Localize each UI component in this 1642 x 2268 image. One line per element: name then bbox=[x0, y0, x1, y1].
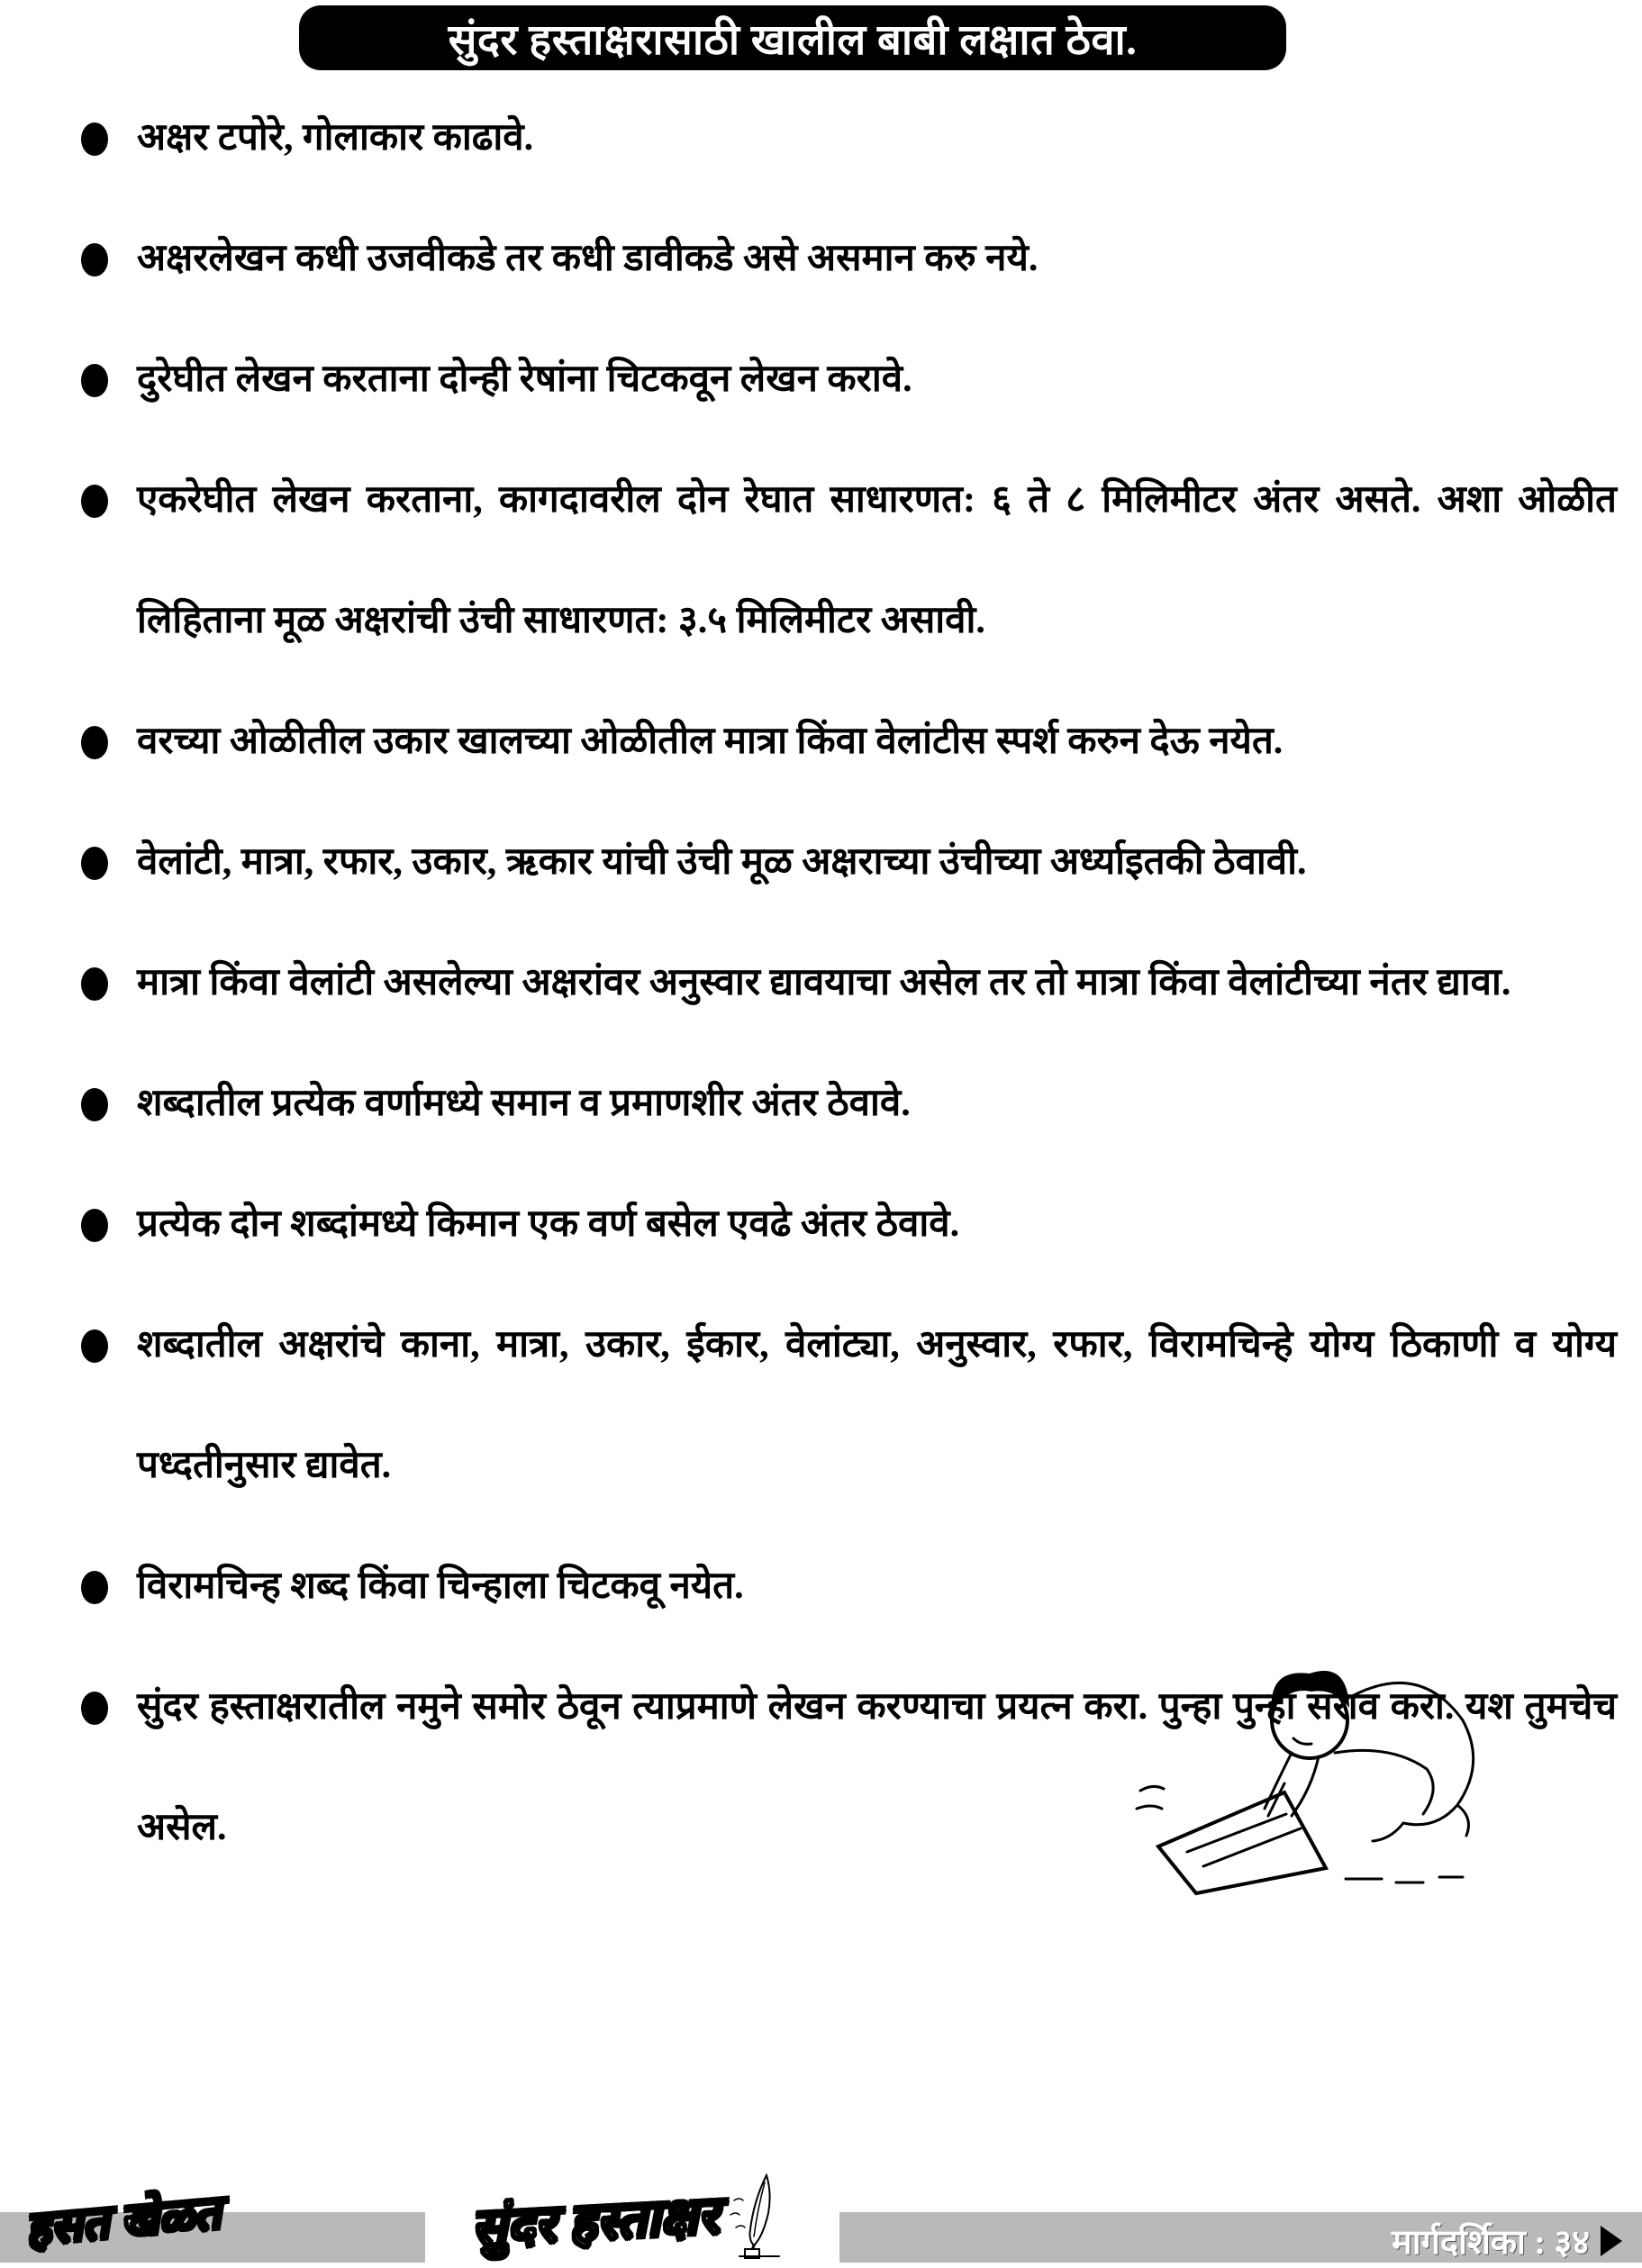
bullet-text: शब्दातील प्रत्येक वर्णामध्ये समान व प्रमाणशीर अंतर ठेवावे. bbox=[137, 1083, 911, 1124]
list-item bbox=[79, 1164, 1617, 1284]
left-logo: हसत खेळत bbox=[23, 2187, 223, 2256]
bullet-text: वरच्या ओळीतील उकार खालच्या ओळीतील मात्रा किंवा वेलांटीस स्पर्श करुन देऊ नयेत. bbox=[137, 721, 1284, 762]
list-item bbox=[79, 440, 1617, 681]
bullet-text: विरामचिन्ह शब्द किंवा चिन्हाला चिटकवू नयेत. bbox=[137, 1565, 744, 1607]
center-logo-text: सुंदर हस्ताक्षर bbox=[469, 2185, 721, 2257]
page-title: सुंदर हस्ताक्षरासाठी खालील बाबी लक्षात ठेवा. bbox=[448, 17, 1138, 64]
bullet-text: दुरेघीत लेखन करताना दोन्ही रेषांना चिटकवून लेखन करावे. bbox=[137, 358, 912, 400]
page-number-label: मार्गदर्शिका : ३४ bbox=[1391, 2224, 1590, 2262]
list-item bbox=[79, 198, 1617, 319]
bullet-icon bbox=[81, 847, 108, 880]
bullet-icon bbox=[81, 122, 108, 156]
bullet-text: वेलांटी, मात्रा, रफार, उकार, ऋकार यांची उंची मूळ अक्षराच्या उंचीच्या अर्ध्याइतकी ठेवावी. bbox=[137, 841, 1307, 883]
footer-page-indicator bbox=[1392, 2218, 1622, 2264]
quill-icon bbox=[727, 2173, 794, 2264]
next-arrow-icon bbox=[1601, 2226, 1622, 2256]
list-item bbox=[79, 1647, 1617, 1888]
bullet-icon bbox=[81, 485, 108, 518]
list-item bbox=[79, 681, 1617, 802]
list-item bbox=[79, 922, 1617, 1043]
bullet-text: सुंदर हस्ताक्षरातील नमुने समोर ठेवून त्याप्रमाणे लेखन करण्याचा प्रयत्न करा. पुन्हा पुन्हा सराव करा. यश तुमचेच असेल. bbox=[137, 1686, 1617, 1848]
bullet-icon bbox=[81, 364, 108, 397]
bullet-icon bbox=[81, 243, 108, 277]
bullet-icon bbox=[81, 1692, 108, 1725]
center-logo bbox=[425, 2169, 839, 2268]
list-item bbox=[79, 1526, 1617, 1647]
bullet-text: अक्षरलेखन कधी उजवीकडे तर कधी डावीकडे असे असमान करु नये. bbox=[137, 238, 1039, 279]
bullet-text: मात्रा किंवा वेलांटी असलेल्या अक्षरांवर अनुस्वार द्यावयाचा असेल तर तो मात्रा किंवा वेलांटीच्या नंतर द्यावा. bbox=[137, 962, 1511, 1003]
bullet-text: शब्दातील अक्षरांचे काना, मात्रा, उकार, ईकार, वेलांट्या, अनुस्वार, रफार, विरामचिन्हे योग्य ठिकाणी व योग्य पध्दतीनुसार द्यावेत. bbox=[137, 1324, 1617, 1486]
list-item bbox=[79, 77, 1617, 198]
bullet-text: प्रत्येक दोन शब्दांमध्ये किमान एक वर्ण बसेल एवढे अंतर ठेवावे. bbox=[137, 1203, 960, 1245]
bullet-icon bbox=[81, 967, 108, 1001]
list-item bbox=[79, 319, 1617, 440]
bullet-icon bbox=[81, 1209, 108, 1242]
list-item bbox=[79, 802, 1617, 922]
bullet-icon bbox=[81, 1088, 108, 1121]
bullet-text: अक्षर टपोरे, गोलाकार काढावे. bbox=[137, 117, 534, 159]
list-item bbox=[79, 1284, 1617, 1526]
bullet-text: एकरेघीत लेखन करताना, कागदावरील दोन रेघात साधारणत: ६ ते ८ मिलिमीटर अंतर असते. अशा ओळीत लिहिताना मूळ अक्षरांची उंची साधारणत: ३.५ मिलिमीटर असावी. bbox=[137, 479, 1617, 641]
bullet-icon bbox=[81, 1329, 108, 1363]
bullet-icon bbox=[81, 726, 108, 759]
bullet-icon bbox=[81, 1571, 108, 1604]
list-item bbox=[79, 1043, 1617, 1164]
